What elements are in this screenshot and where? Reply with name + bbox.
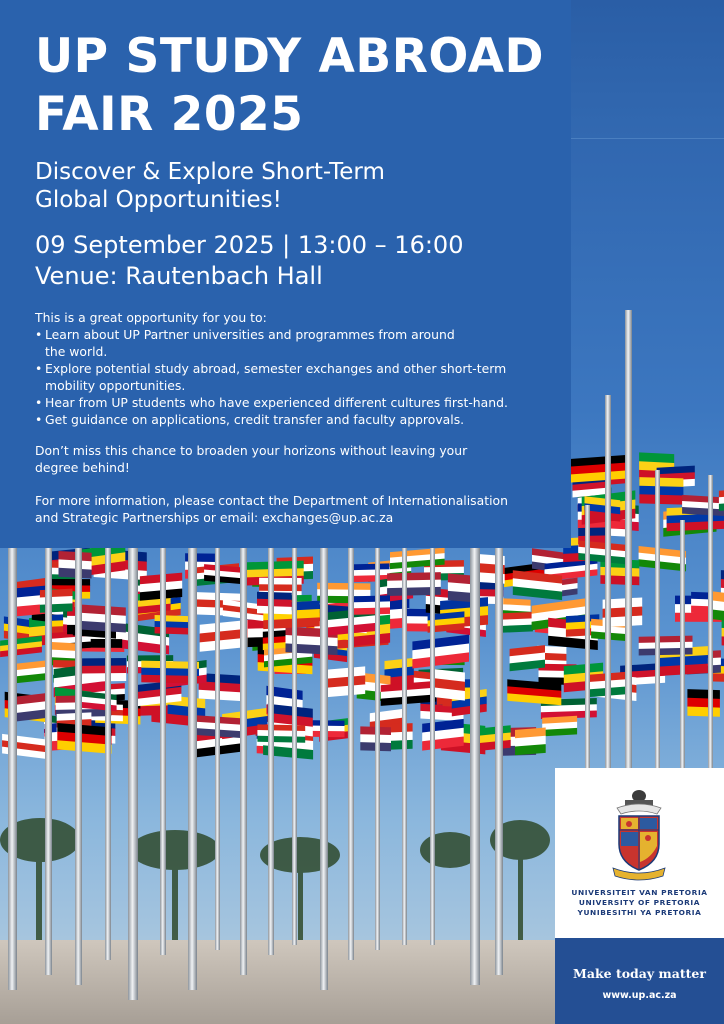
subtitle-line-1: Discover & Explore Short-Term (35, 159, 385, 185)
tagline: Make today matter (573, 966, 706, 981)
flag (639, 546, 686, 571)
university-name-sepedi: YUNIBESITHI YA PRETORIA (577, 908, 702, 917)
flagpole (215, 548, 220, 950)
flagpole (470, 548, 480, 985)
contact-text: For more information, please contact the Department of Internationalisation and Strategic Partnerships or email: exchanges@up.ac.za (35, 493, 508, 525)
event-datetime: 09 September 2025 | 13:00 – 16:00 (35, 231, 464, 259)
flagpole (268, 548, 274, 955)
flag (349, 595, 390, 615)
benefit-item: • Hear from UP students who have experienced different cultures first-hand. (35, 394, 555, 411)
university-name-afrikaans: UNIVERSITEIT VAN PRETORIA (571, 888, 708, 897)
event-description (35, 309, 555, 526)
flag (682, 495, 724, 517)
flag (566, 455, 625, 483)
flag (196, 715, 246, 738)
title-line-1: UP STUDY ABROAD (35, 29, 545, 84)
flag (431, 669, 465, 701)
flagpole (105, 548, 111, 960)
intro-text: This is a great opportunity for you to: (35, 310, 267, 325)
flag (639, 477, 683, 505)
palm-trees (0, 818, 550, 940)
flag (257, 724, 305, 742)
flag (513, 570, 562, 600)
flagpole (375, 548, 380, 950)
tagline-box (555, 938, 724, 1024)
closing-text: Don’t miss this chance to broaden your horizons without leaving your degree behind! (35, 443, 468, 475)
flagpole (292, 548, 297, 945)
flag (719, 487, 724, 511)
flag (40, 589, 73, 613)
flag (515, 727, 546, 755)
flag (82, 658, 126, 682)
corner-band (571, 0, 724, 139)
flag (324, 666, 365, 697)
flag (349, 563, 389, 582)
flag (542, 716, 577, 737)
flagpole (128, 548, 138, 1000)
university-name-english: UNIVERSITY OF PRETORIA (578, 898, 701, 907)
flagpole (240, 548, 247, 975)
flagpole (495, 548, 503, 975)
flagpole (585, 505, 590, 790)
flag (422, 719, 464, 751)
flagpole (708, 475, 713, 790)
flagpole (188, 548, 197, 990)
flag (687, 689, 720, 717)
flagpole (8, 548, 17, 990)
title-line-2: FAIR 2025 (35, 87, 304, 142)
benefit-item: • Learn about UP Partner universities and programmes from around the world. (35, 326, 555, 360)
flagpole (320, 548, 328, 990)
flag (257, 592, 292, 615)
event-subtitle (35, 158, 555, 214)
benefit-item: • Get guidance on applications, credit transfer and faculty approvals. (35, 411, 555, 428)
subtitle-line-2: Global Opportunities! (35, 187, 282, 213)
flagpole (655, 470, 660, 790)
flagpole (160, 548, 166, 955)
flag (0, 636, 42, 657)
flagpole (45, 548, 52, 975)
flagpole (348, 548, 354, 960)
university-logo (555, 768, 724, 938)
flag (204, 564, 245, 584)
flag (381, 681, 437, 706)
info-panel (0, 0, 571, 548)
flag (510, 645, 545, 671)
university-crest-icon (607, 786, 671, 882)
flag (507, 679, 561, 705)
flag (16, 660, 48, 683)
flag (79, 604, 126, 632)
event-title (35, 28, 565, 144)
benefits-list (35, 326, 555, 428)
flagpole (430, 548, 435, 945)
flagpole (680, 520, 685, 790)
flag (57, 723, 111, 754)
event-venue: Venue: Rautenbach Hall (35, 262, 323, 290)
website-link[interactable]: www.up.ac.za (602, 990, 677, 1001)
flagpole (605, 395, 611, 790)
benefit-item: • Explore potential study abroad, semester exchanges and other short-term mobility opportunities. (35, 360, 555, 394)
flagpole (75, 548, 82, 985)
flagpole (402, 548, 407, 945)
flagpole (625, 310, 632, 790)
